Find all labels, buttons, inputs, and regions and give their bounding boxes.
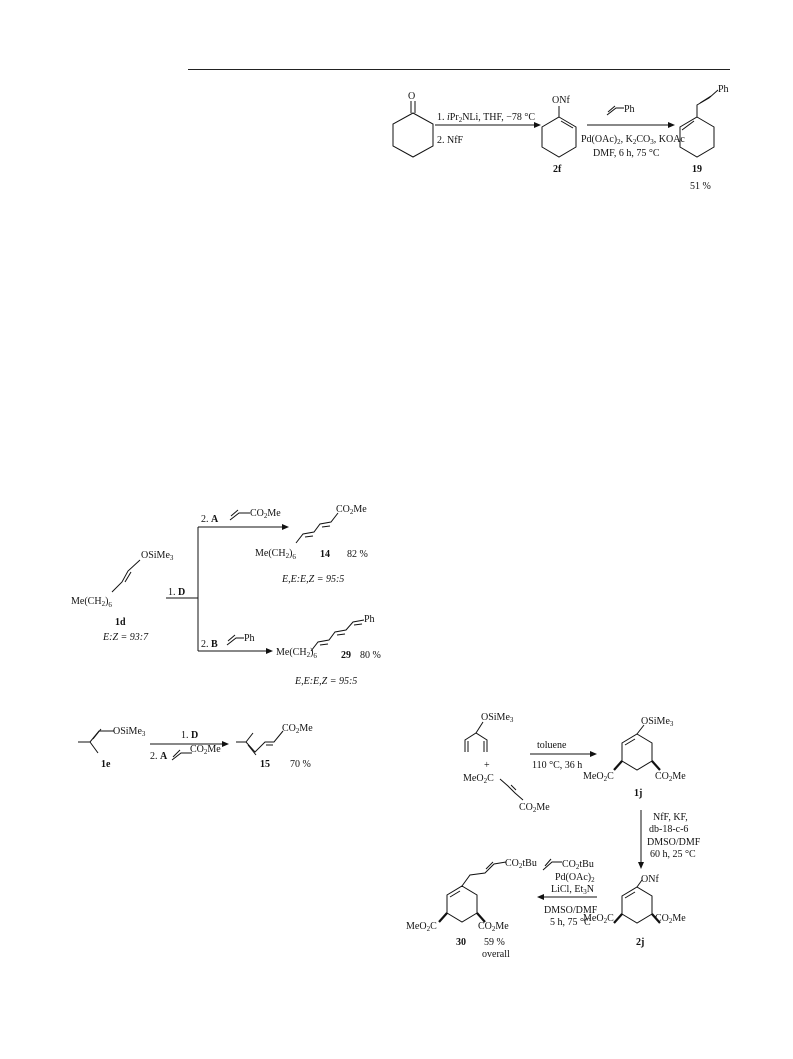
2j-onf: ONf <box>641 874 659 885</box>
ONf-label: ONf <box>552 95 570 106</box>
arrowhead-heck <box>537 894 544 900</box>
heck-reagent: $CO_2tBu$ <box>562 859 594 871</box>
compound-29-yield: 80 % <box>360 650 381 661</box>
1e-acrylate <box>172 753 192 760</box>
30-left-ester: MeO$_2$C <box>406 921 437 933</box>
compound-15-structure <box>236 723 313 755</box>
scheme-1d <box>71 504 381 770</box>
heck-cond1: $Pd(OAc)_2$ <box>555 872 595 884</box>
30-ester: $CO_2tBu$ <box>505 858 537 870</box>
nf-cond3: DMSO/DMF <box>647 837 701 848</box>
1e-osime3: OSiMe$_3$ <box>113 726 146 738</box>
compound-30-yield: 59 % <box>484 937 505 948</box>
fumarate-structure <box>463 773 550 814</box>
styrene-reagent <box>607 104 635 115</box>
30-right-ester: $CO_2Me$ <box>478 921 509 933</box>
compound-1d-ratio: E:Z = 93:7 <box>103 632 149 643</box>
step1-D: 1. D <box>168 587 186 598</box>
compound-19-structure <box>680 84 729 157</box>
compound-2j-label: 2j <box>636 937 645 948</box>
compound-1j-structure <box>583 716 686 783</box>
scheme-1j <box>406 712 701 960</box>
arrowhead-lower <box>266 648 273 654</box>
compound-29-label: 29 <box>341 650 351 661</box>
1j-right-ester: $CO_2Me$ <box>655 771 686 783</box>
reagent-step1: 1. iPr$_2$NLi, THF, −78 °C <box>437 112 536 124</box>
styrene-ph: Ph <box>244 633 255 644</box>
cyclohexanone-structure <box>393 91 433 157</box>
compound-29-ratio: E,E:E,Z = 95:5 <box>295 676 358 687</box>
lower-step-B: 2. B <box>201 639 218 650</box>
scheme-top <box>393 84 729 192</box>
compound-1e-label: 1e <box>101 759 111 770</box>
compound-2j-structure <box>583 874 686 925</box>
compound-1d-structure <box>71 550 174 609</box>
nf-cond4: 60 h, 25 °C <box>650 849 696 860</box>
upper-step-A: 2. A <box>201 514 219 525</box>
1j-left-ester: MeO$_2$C <box>583 771 614 783</box>
nf-cond1: NfF, KF, <box>653 812 688 823</box>
arrowhead-step2 <box>668 122 675 128</box>
compound-2f-structure <box>542 95 576 157</box>
heck-conditions-line1: $Pd(OAc)_2$, $K_2CO_3$, KOAc <box>581 134 685 146</box>
arrowhead-upper <box>282 524 289 530</box>
diene-osime3: OSiMe$_3$ <box>481 712 514 724</box>
2j-right-ester: $CO_2Me$ <box>655 913 686 925</box>
plus-sign: + <box>484 760 490 771</box>
1j-osime3: OSiMe$_3$ <box>641 716 674 728</box>
heck-conditions-line2: DMF, 6 h, 75 °C <box>593 148 660 159</box>
da-cond2: 110 °C, 36 h <box>532 760 583 771</box>
nf-cond2: db-18-c-6 <box>649 824 689 835</box>
ketone-oxygen: O <box>408 91 416 102</box>
14-chain: $Me(CH_2)_6$ <box>255 548 296 561</box>
compound-1j-label: 1j <box>634 788 643 799</box>
compound-1d-label: 1d <box>115 617 126 628</box>
heck-cond4: 5 h, 75 °C <box>550 917 591 928</box>
fumarate-right: $CO_2Me$ <box>519 802 550 814</box>
compound-1e-structure <box>78 726 146 753</box>
compound-30-label: 30 <box>456 937 466 948</box>
arrowhead-diels-alder <box>590 751 597 757</box>
fumarate-left: MeO$_2$C <box>463 773 494 785</box>
1e-step2: 2. A <box>150 751 168 762</box>
29-chain: $Me(CH_2)_6$ <box>276 647 317 660</box>
15-co2me: $CO_2Me$ <box>282 723 313 735</box>
compound-2f-label: 2f <box>553 164 562 175</box>
1e-reagent-co2me: $CO_2Me$ <box>190 744 221 756</box>
svg-text:Ph: Ph <box>718 84 729 95</box>
compound-19-yield: 51 % <box>690 181 711 192</box>
arrowhead-step1 <box>534 122 541 128</box>
tbu-acrylate <box>543 862 562 870</box>
reagent-step2: 2. NfF <box>437 135 464 146</box>
svg-text:Ph: Ph <box>624 104 635 115</box>
compound-15-label: 15 <box>260 759 270 770</box>
compound-19-label: 19 <box>692 164 702 175</box>
heck-cond3: DMSO/DMF <box>544 905 598 916</box>
compound-30-overall: overall <box>482 949 510 960</box>
compound-14-yield: 82 % <box>347 549 368 560</box>
acrylate-co2me: $CO_2Me$ <box>250 508 281 520</box>
heck-cond2: LiCl, $Et_3N$ <box>551 884 594 896</box>
diene-structure <box>465 712 514 752</box>
1d-chain: $Me(CH_2)_6$ <box>71 596 112 609</box>
compound-15-yield: 70 % <box>290 759 311 770</box>
1d-osime3: OSiMe$_3$ <box>141 550 174 562</box>
14-co2me: $CO_2Me$ <box>336 504 367 516</box>
2j-left-ester: MeO$_2$C <box>583 913 614 925</box>
da-cond1: toluene <box>537 740 567 751</box>
compound-14-label: 14 <box>320 549 330 560</box>
arrowhead-nonaflation <box>638 862 644 869</box>
arrowhead-1e <box>222 741 229 747</box>
compound-14-ratio: E,E:E,Z = 95:5 <box>282 574 345 585</box>
compound-30-structure <box>406 858 537 933</box>
29-ph: Ph <box>364 614 375 625</box>
1e-step1: 1. D <box>181 730 199 741</box>
